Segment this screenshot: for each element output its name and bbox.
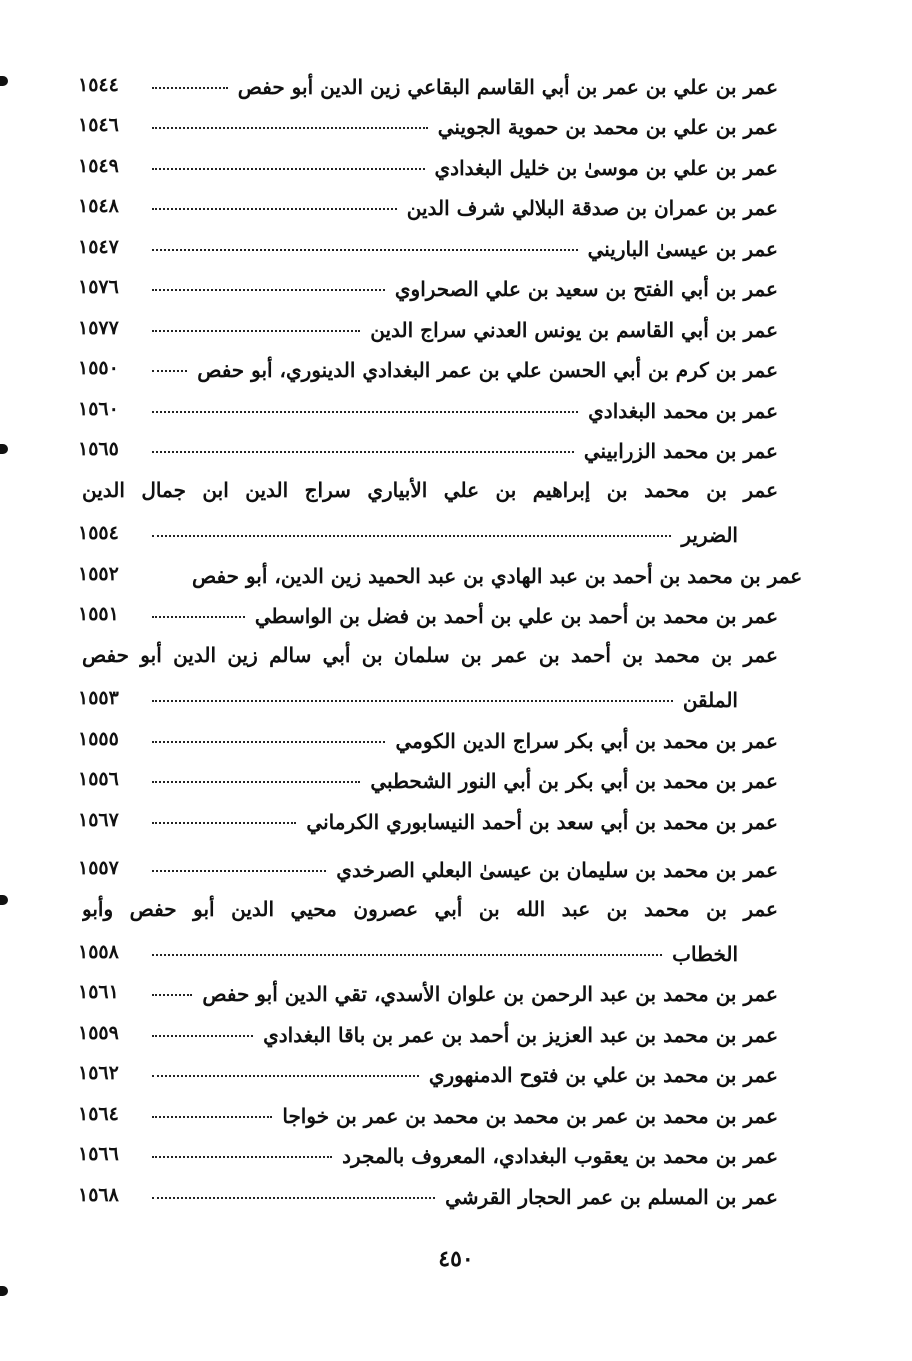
index-entry	[78, 1134, 778, 1175]
entry-number: ١٥٦٨	[78, 1183, 119, 1206]
entry-name: عمر بن أبي القاسم بن يونس العدني سراج الدين	[370, 317, 778, 342]
leader-dots	[152, 700, 673, 702]
entry-name-continuation: الخطاب	[672, 941, 738, 966]
entry-number: ١٥٥٧	[78, 856, 119, 879]
entry-number: ١٥٤٧	[78, 235, 119, 258]
index-entry	[78, 840, 778, 888]
leader-dots	[152, 411, 578, 413]
entry-name-continuation: الضرير	[681, 523, 738, 547]
leader-dots	[152, 870, 326, 872]
index-entry	[78, 267, 778, 308]
entry-number: ١٥٦٧	[78, 808, 119, 831]
entry-number: ١٥٧٧	[78, 316, 119, 339]
binding-mark	[0, 444, 8, 454]
index-entry	[78, 759, 778, 800]
entry-number: ١٥٥٩	[78, 1021, 119, 1044]
entry-name-line: عمر بن محمد بن إبراهيم بن علي الأبياري سراج الدين ابن جمال الدين	[82, 478, 778, 502]
entry-number: ١٥٥٦	[78, 768, 119, 790]
leader-dots	[152, 168, 425, 170]
leader-dots	[152, 741, 385, 743]
entry-number: ١٥٥١	[78, 603, 119, 625]
entry-number: ١٥٥٨	[78, 940, 119, 963]
index-entry	[78, 226, 778, 267]
leader-dots	[152, 535, 671, 537]
entry-name: عمر بن محمد بن يعقوب البغدادي، المعروف بالمجرد	[342, 1144, 778, 1168]
entry-number: ١٥٦٠	[78, 397, 119, 420]
page-number: ٤٥٠	[438, 1246, 474, 1272]
entry-name: عمر بن محمد بن أبي بكر سراج الدين الكومي	[395, 728, 778, 753]
binding-mark	[0, 895, 8, 905]
leader-dots	[152, 1035, 253, 1037]
index-entry	[78, 186, 778, 227]
index-entry	[78, 348, 778, 389]
leader-dots	[152, 1075, 419, 1077]
index-entry	[78, 634, 778, 718]
leader-dots	[152, 822, 296, 824]
leader-dots	[152, 1116, 272, 1118]
entry-name: عمر بن محمد بن أحمد بن علي بن أحمد بن فضل بن الواسطي	[254, 604, 778, 628]
index-entry	[78, 145, 778, 186]
leader-dots	[152, 87, 228, 89]
entry-number: ١٥٦٥	[78, 438, 119, 460]
name-index	[78, 64, 803, 1215]
entry-name: عمر بن المسلم بن عمر الحجار القرشي	[445, 1184, 778, 1209]
entry-number: ١٥٤٩	[78, 154, 119, 177]
binding-mark	[0, 76, 8, 86]
entry-number: ١٥٥٠	[78, 357, 119, 379]
leader-dots	[152, 781, 360, 783]
entry-name: عمر بن محمد بن أحمد بن عبد الهادي بن عبد الحميد زين الدين، أبو حفص	[192, 563, 803, 588]
entry-name: عمر بن محمد بن أبي سعد بن أحمد النيسابوري الكرماني	[306, 809, 778, 834]
index-entry	[78, 469, 778, 553]
leader-dots	[152, 127, 428, 129]
index-entry	[78, 1053, 778, 1094]
entry-name: عمر بن علي بن عمر بن أبي القاسم البقاعي زين الدين أبو حفص	[237, 74, 778, 99]
index-entry	[78, 553, 803, 594]
index-entry	[78, 799, 778, 840]
entry-number: ١٥٤٨	[78, 195, 119, 217]
entry-name-line: عمر بن محمد بن أحمد بن عمر بن سلمان بن أبي سالم زين الدين أبو حفص	[82, 643, 778, 667]
entry-name: عمر بن محمد بن عبد الرحمن بن علوان الأسدي، تقي الدين أبو حفص	[202, 982, 778, 1006]
index-entry	[78, 972, 778, 1013]
leader-dots	[152, 249, 578, 251]
entry-name: عمر بن كرم بن أبي الحسن علي بن عمر البغدادي الدينوري، أبو حفص	[197, 358, 778, 382]
entry-number: ١٥٦١	[78, 981, 119, 1003]
entry-number: ١٥٤٦	[78, 114, 119, 136]
leader-dots	[152, 289, 385, 291]
leader-dots	[152, 1156, 332, 1158]
entry-name: عمر بن أبي الفتح بن سعيد بن علي الصحراوي	[394, 277, 778, 301]
index-entry	[78, 64, 778, 105]
entry-name: عمر بن محمد بن أبي بكر بن أبي النور الشحطبي	[370, 769, 778, 793]
entry-name: عمر بن محمد بن علي بن فتوح الدمنهوري	[428, 1063, 778, 1087]
entry-name-line: عمر بن محمد بن عبد الله بن أبي عصرون محيي الدين أبو حفص وأبو	[82, 896, 778, 921]
leader-dots	[152, 451, 574, 453]
entry-name-continuation: الملقن	[682, 688, 738, 712]
leader-dots	[152, 954, 662, 956]
entry-number: ١٥٦٦	[78, 1143, 119, 1165]
entry-number: ١٥٤٤	[78, 73, 119, 96]
entry-number: ١٥٦٤	[78, 1102, 119, 1125]
index-entry	[78, 307, 778, 348]
entry-number: ١٥٥٣	[78, 687, 119, 709]
index-entry	[78, 1093, 778, 1134]
entry-name: عمر بن علي بن محمد بن حموية الجويني	[437, 115, 778, 139]
leader-dots	[152, 1197, 435, 1199]
entry-name: عمر بن محمد بن سليمان بن عيسىٰ البعلي الصرخدي	[336, 857, 778, 882]
leader-dots	[152, 370, 187, 372]
entry-number: ١٥٥٤	[78, 522, 119, 544]
index-entry	[78, 888, 778, 972]
entry-name: عمر بن محمد بن عبد العزيز بن أحمد بن عمر بن باقا البغدادي	[263, 1022, 778, 1047]
entry-name: عمر بن علي بن موسىٰ بن خليل البغدادي	[434, 155, 778, 180]
index-entry	[78, 105, 778, 146]
entry-number: ١٥٥٢	[78, 562, 119, 585]
entry-number: ١٥٧٦	[78, 276, 119, 298]
entry-number: ١٥٥٥	[78, 727, 119, 750]
entry-name: عمر بن محمد البغدادي	[588, 398, 778, 423]
leader-dots	[152, 330, 360, 332]
index-entry	[78, 1174, 778, 1215]
entry-name: عمر بن محمد الزرابيني	[583, 439, 778, 463]
index-entry	[78, 429, 778, 470]
leader-dots	[152, 616, 245, 618]
index-entry	[78, 388, 778, 429]
leader-dots	[152, 994, 192, 996]
entry-name: عمر بن عيسىٰ الباريني	[587, 236, 778, 261]
index-entry	[78, 1012, 778, 1053]
leader-dots	[152, 576, 182, 578]
entry-name: عمر بن عمران بن صدقة البلالي شرف الدين	[406, 196, 778, 220]
entry-name: عمر بن محمد بن عمر بن محمد بن محمد بن عمر بن خواجا	[282, 1103, 778, 1128]
leader-dots	[152, 208, 397, 210]
index-entry	[78, 718, 778, 759]
index-entry	[78, 594, 778, 635]
entry-number: ١٥٦٢	[78, 1062, 119, 1084]
binding-mark	[0, 1286, 8, 1296]
